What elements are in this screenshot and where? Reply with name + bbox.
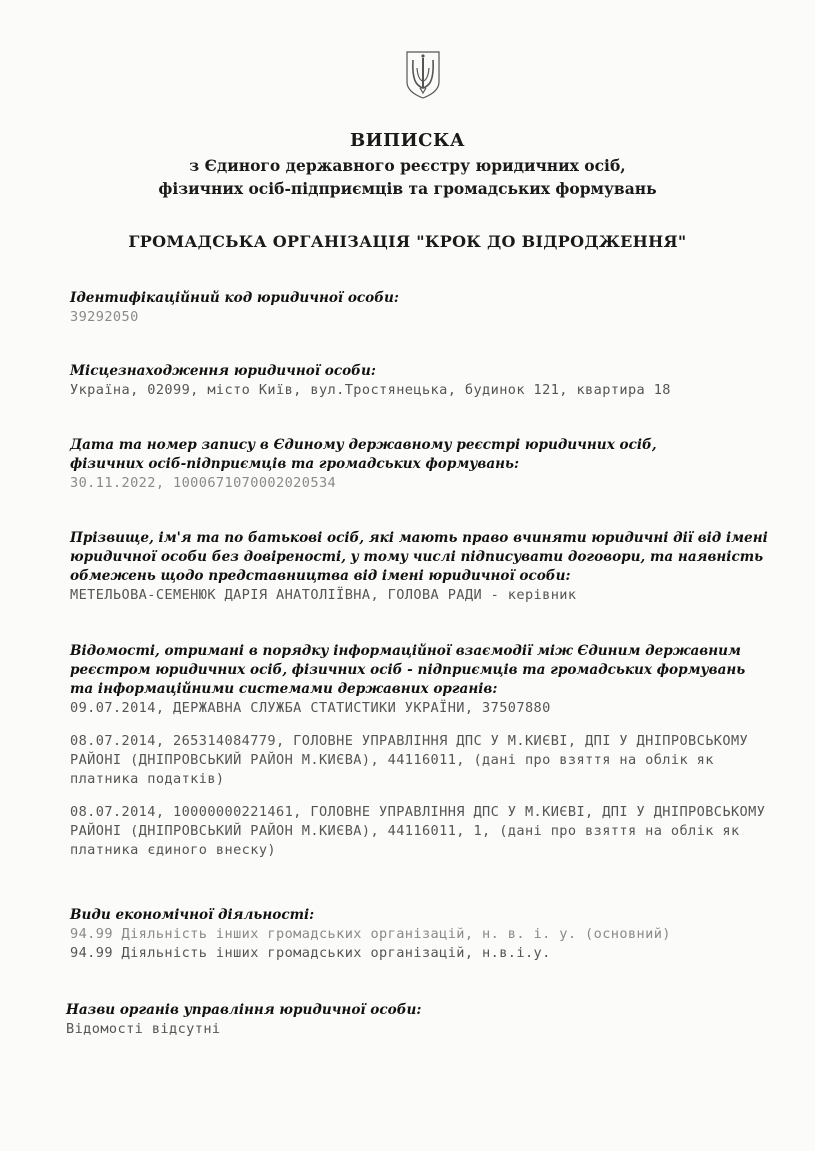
section-label: Види економічної діяльності: xyxy=(70,907,315,923)
activity-primary: 94.99 Діяльність інших громадських організацій, н. в. і. у. (основний) xyxy=(70,926,671,942)
section-label: Ідентифікаційний код юридичної особи: xyxy=(70,290,399,306)
governing-bodies-value: Відомості відсутні xyxy=(66,1021,221,1037)
id-code-value: 39292050 xyxy=(70,309,139,325)
section-id-code xyxy=(70,289,790,327)
section-authorized-persons xyxy=(70,529,782,605)
section-label: Місцезнаходження юридичної особи: xyxy=(70,363,376,379)
section-interaction xyxy=(70,642,774,860)
section-label: Відомості, отримані в порядку інформаційної взаємодії між Єдиним державним реєстром юридичних осіб, фізичних осіб - підприємців та громадських формувань та інформаційними системами державних органів: xyxy=(70,643,746,697)
document-title: ВИПИСКА xyxy=(349,130,466,151)
activity-secondary: 94.99 Діяльність інших громадських організацій, н.в.і.у. xyxy=(70,945,551,961)
interaction-record-1: 09.07.2014, ДЕРЖАВНА СЛУЖБА СТАТИСТИКИ УКРАЇНИ, 37507880 xyxy=(70,700,551,716)
section-registration xyxy=(70,436,720,493)
section-governing-bodies xyxy=(66,1001,786,1039)
registration-value: 30.11.2022, 1000671070002020534 xyxy=(70,475,337,491)
document-subtitle-line1: з Єдиного державного реєстру юридичних осіб, xyxy=(189,156,626,175)
section-activities xyxy=(70,906,782,963)
section-label: Дата та номер запису в Єдиному державному реєстрі юридичних осіб, фізичних осіб-підприємців та громадських формувань: xyxy=(70,437,657,472)
document-subtitle-line2: фізичних осіб-підприємців та громадських формувань xyxy=(158,179,657,198)
section-label: Прізвище, ім'я та по батькові осіб, які мають право вчиняти юридичні дії від імені юридичної особи без довіреності, у тому числі підписувати договори, та наявність обмежень щодо представництва від імені юридичної особи: xyxy=(70,530,768,584)
location-value: Україна, 02099, місто Київ, вул.Тростянецька, будинок 121, квартира 18 xyxy=(70,382,671,398)
authorized-persons-value: МЕТЕЛЬОВА-СЕМЕНЮК ДАРІЯ АНАТОЛІЇВНА, ГОЛОВА РАДИ - керівник xyxy=(70,587,577,603)
section-label: Назви органів управління юридичної особи: xyxy=(66,1002,422,1018)
organization-name: ГРОМАДСЬКА ОРГАНІЗАЦІЯ "КРОК ДО ВІДРОДЖЕННЯ" xyxy=(128,232,687,251)
trident-emblem-icon xyxy=(403,48,443,100)
interaction-record-2: 08.07.2014, 265314084779, ГОЛОВНЕ УПРАВЛІННЯ ДПС У М.КИЄВІ, ДПІ У ДНІПРОВСЬКОМУ РАЙОНІ (ДНІПРОВСЬКИЙ РАЙОН М.КИЄВА), 44116011, (дані про взяття на облік як платника податків) xyxy=(70,733,757,787)
interaction-record-3: 08.07.2014, 10000000221461, ГОЛОВНЕ УПРАВЛІННЯ ДПС У М.КИЄВІ, ДПІ У ДНІПРОВСЬКОМУ РАЙОНІ (ДНІПРОВСЬКИЙ РАЙОН М.КИЄВА), 44116011, 1, (дані про взяття на облік як платника єдиного внеску) xyxy=(70,804,774,858)
document-header xyxy=(0,130,815,200)
section-location xyxy=(70,362,790,400)
